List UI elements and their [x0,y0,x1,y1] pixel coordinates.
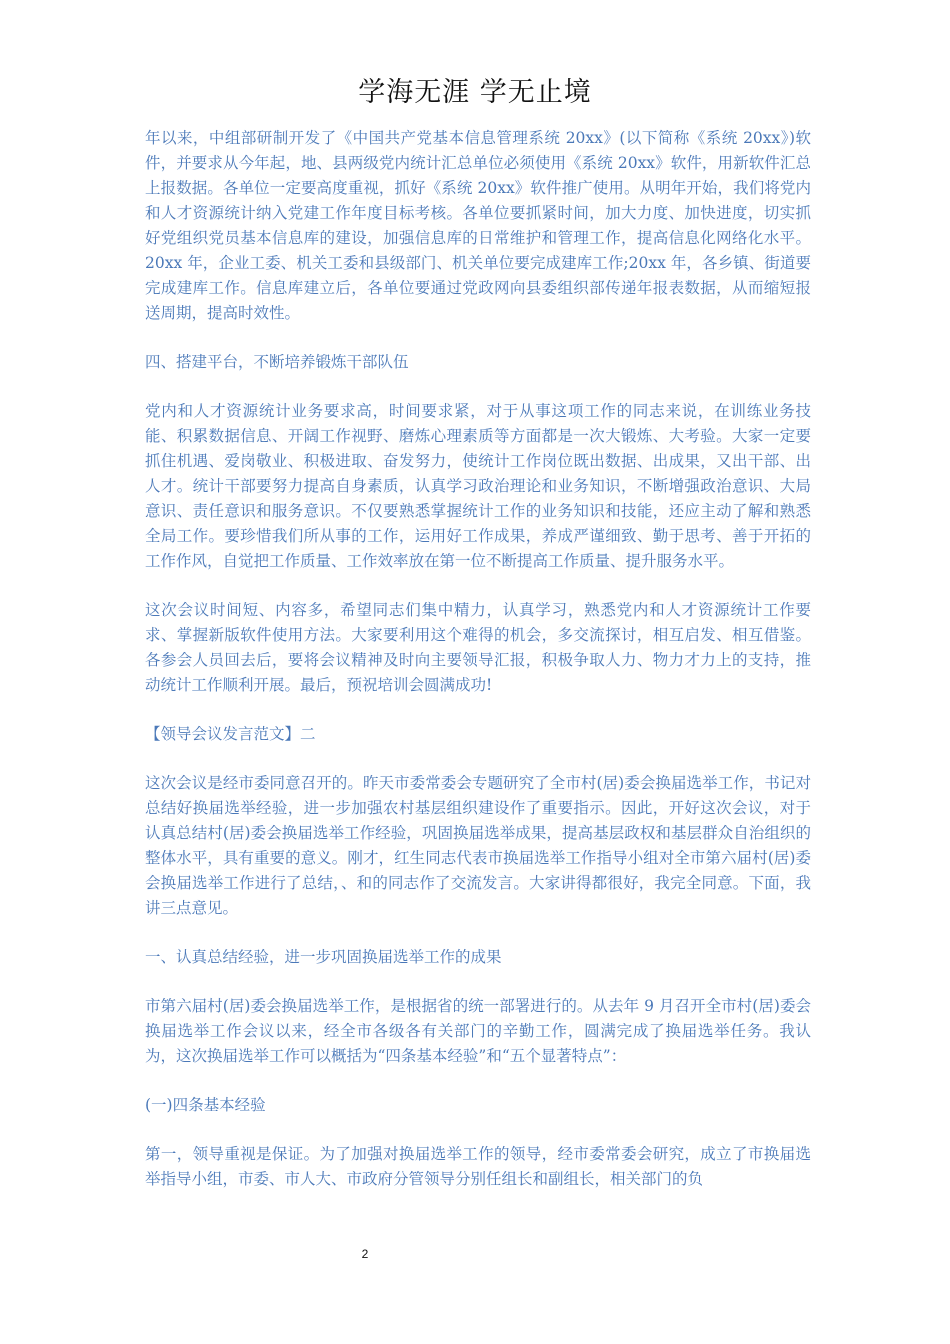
section-heading: 一、认真总结经验，进一步巩固换届选举工作的成果 [145,948,502,966]
page-header-title: 学海无涯 学无止境 [358,77,592,108]
paragraph: 这次会议是经市委同意召开的。昨天市委常委会专题研究了全市村(居)委会换届选举工作，书记对总结好换届选举经验，进一步加强农村基层组织建设作了重要指示。因此，开好这次会议，对于认真总结村(居)委会换届选举工作经验，巩固换届选举成果，提高基层政权和基层群众自治组织的整体水平，具有重要的意义。刚才，红生同志代表市换届选举工作指导小组对全市第六届村(居)委会换届选举工作进行了总结，、和的同志作了交流发言。大家讲得都很好，我完全同意。下面，我讲三点意见。 [145,774,811,917]
document-body [145,126,811,1216]
paragraph: 第一，领导重视是保证。为了加强对换届选举工作的领导，经市委常委会研究，成立了市换届选举指导小组，市委、市人大、市政府分管领导分别任组长和副组长，相关部门的负 [145,1145,811,1188]
section-heading: (一)四条基本经验 [145,1096,266,1114]
paragraph: 年以来，中组部研制开发了《中国共产党基本信息管理系统 20xx》(以下简称《系统 20xx》)软件，并要求从今年起，地、县两级党内统计汇总单位必须使用《系统 20xx》软件，用新软件汇总上报数据。各单位一定要高度重视，抓好《系统 20xx》软件推广使用。从明年开始，我们将党内和人才资源统计纳入党建工作年度目标考核。各单位要抓紧时间，加大力度、加快进度，切实抓好党组织党员基本信息库的建设，加强信息库的日常维护和管理工作，提高信息化网络化水平。20xx 年，企业工委、机关工委和县级部门、机关单位要完成建库工作;20xx 年，各乡镇、街道要完成建库工作。信息库建立后，各单位要通过党政网向县委组织部传递年报表数据，从而缩短报送周期，提高时效性。 [145,129,811,322]
page-number: 2 [361,1247,369,1261]
section-heading: 【领导会议发言范文】二 [145,725,316,743]
paragraph: 这次会议时间短、内容多，希望同志们集中精力，认真学习，熟悉党内和人才资源统计工作要求、掌握新版软件使用方法。大家要利用这个难得的机会，多交流探讨，相互启发、相互借鉴。各参会人员回去后，要将会议精神及时向主要领导汇报，积极争取人力、物力才力上的支持，推动统计工作顺利开展。最后，预祝培训会圆满成功! [145,601,811,694]
paragraph: 市第六届村(居)委会换届选举工作，是根据省的统一部署进行的。从去年 9 月召开全市村(居)委会换届选举工作会议以来，经全市各级各有关部门的辛勤工作，圆满完成了换届选举任务。我认为，这次换届选举工作可以概括为“四条基本经验”和“五个显著特点”： [145,997,811,1065]
paragraph: 党内和人才资源统计业务要求高，时间要求紧，对于从事这项工作的同志来说，在训练业务技能、积累数据信息、开阔工作视野、磨炼心理素质等方面都是一次大锻炼、大考验。大家一定要抓住机遇、爱岗敬业、积极进取、奋发努力，使统计工作岗位既出数据、出成果，又出干部、出人才。统计干部要努力提高自身素质，认真学习政治理论和业务知识，不断增强政治意识、大局意识、责任意识和服务意识。不仅要熟悉掌握统计工作的业务知识和技能，还应主动了解和熟悉全局工作。要珍惜我们所从事的工作，运用好工作成果，养成严谨细致、勤于思考、善于开拓的工作作风，自觉把工作质量、工作效率放在第一位不断提高工作质量、提升服务水平。 [145,402,811,570]
section-heading: 四、搭建平台，不断培养锻炼干部队伍 [145,353,409,371]
